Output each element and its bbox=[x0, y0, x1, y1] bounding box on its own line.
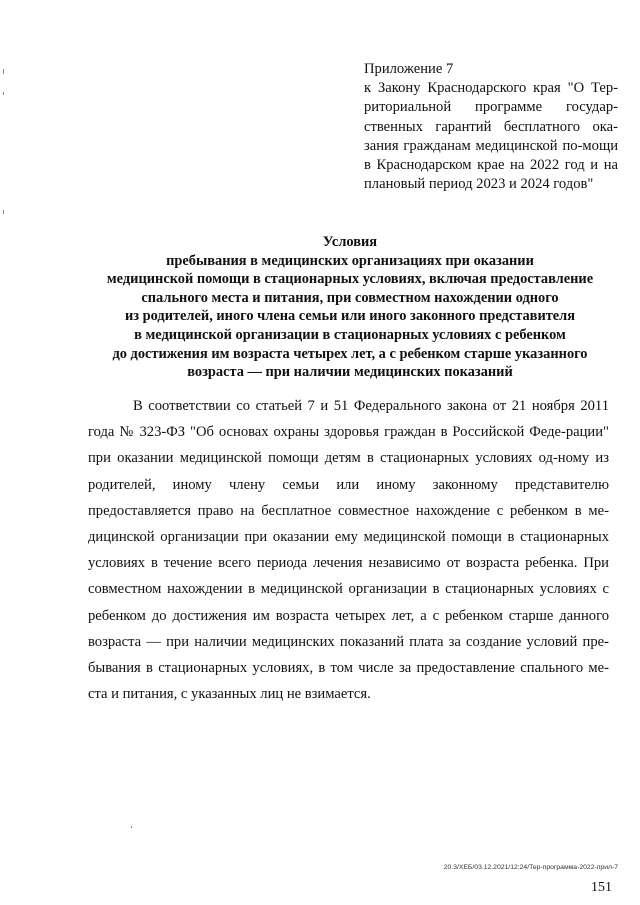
scan-artifact bbox=[3, 92, 4, 95]
page-number: 151 bbox=[591, 880, 612, 895]
heading-line: возраста — при наличии медицинских показаний bbox=[187, 364, 513, 381]
annex-reference: к Закону Краснодарского края "О Тер-риториальной программе государ-ственных гарантий бесплатного ока-зания гражданам медицинской по-мощи в Краснодарском крае на 2022 год и на плановый период 2023 и 2024 годов" bbox=[364, 80, 618, 193]
heading-line: медицинской помощи в стационарных условиях, включая предоставление bbox=[106, 271, 594, 288]
heading-line: спального места и питания, при совместном нахождении одного bbox=[141, 289, 559, 306]
scan-artifact bbox=[131, 826, 132, 828]
document-heading bbox=[40, 233, 640, 382]
document-code: 20.3/ХЕБ/03.12.2021/12:24/Тер-программа-2022-прил-7 bbox=[443, 864, 618, 871]
heading-line: Условия bbox=[322, 234, 378, 250]
scan-artifact bbox=[3, 69, 4, 74]
annex-block bbox=[364, 60, 618, 194]
heading-line: в медицинской организации в стационарных условиях с ребенком bbox=[134, 326, 566, 343]
heading-line: до достижения им возраста четырех лет, а с ребенком старше указанного bbox=[112, 345, 588, 362]
body-paragraph: В соответствии со статьей 7 и 51 Федерального закона от 21 ноября 2011 года № 323-ФЗ "Об основах охраны здоровья граждан в Российской Феде-рации" при оказании медицинской помощи детям в стационарных условиях од-ному из родителей, иному члену семьи или иному законному представителю предоставляется право на бесплатное совместное нахождение с ребенком в ме-дицинской организации при оказании ему медицинской помощи в стационарных условиях в течение всего периода лечения независимо от возраста ребенка. При совместном нахождении в медицинской организации в стационарных условиях с ребенком до достижения им возраста четырех лет, а с ребенком старше данного возраста — при наличии медицинских показаний плата за создание условий пре-бывания в стационарных условиях, в том числе за предоставление спального ме-ста и питания, с указанных лиц не взимается. bbox=[88, 398, 609, 703]
scan-artifact bbox=[3, 210, 4, 214]
heading-line: пребывания в медицинских организациях при оказании bbox=[166, 252, 534, 269]
annex-title: Приложение 7 bbox=[364, 61, 454, 77]
heading-line: из родителей, иного члена семьи или иного законного представителя bbox=[124, 308, 576, 325]
